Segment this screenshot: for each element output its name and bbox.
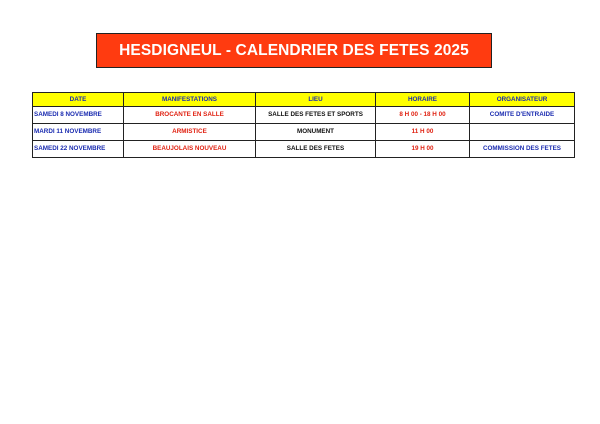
table-header-row xyxy=(33,93,575,107)
column-header-organizer: ORGANISATEUR xyxy=(470,93,575,107)
cell-time: 19 H 00 xyxy=(376,141,470,158)
events-table xyxy=(32,92,575,158)
column-header-place: LIEU xyxy=(256,93,376,107)
cell-date: SAMEDI 8 NOVEMBRE xyxy=(33,107,124,124)
cell-organizer: COMITE D'ENTRAIDE xyxy=(470,107,575,124)
column-header-events: MANIFESTATIONS xyxy=(124,93,256,107)
cell-date: MARDI 11 NOVEMBRE xyxy=(33,124,124,141)
column-header-date: DATE xyxy=(33,93,124,107)
cell-event: ARMISTICE xyxy=(124,124,256,141)
cell-place: SALLE DES FETES ET SPORTS xyxy=(256,107,376,124)
cell-time: 11 H 00 xyxy=(376,124,470,141)
cell-event: BROCANTE EN SALLE xyxy=(124,107,256,124)
cell-time: 8 H 00 - 18 H 00 xyxy=(376,107,470,124)
table-row xyxy=(33,141,575,158)
cell-place: SALLE DES FETES xyxy=(256,141,376,158)
table-row xyxy=(33,107,575,124)
title-banner xyxy=(96,33,492,68)
cell-organizer xyxy=(470,124,575,141)
cell-event: BEAUJOLAIS NOUVEAU xyxy=(124,141,256,158)
cell-place: MONUMENT xyxy=(256,124,376,141)
cell-date: SAMEDI 22 NOVEMBRE xyxy=(33,141,124,158)
column-header-time: HORAIRE xyxy=(376,93,470,107)
cell-organizer: COMMISSION DES FETES xyxy=(470,141,575,158)
page-title: HESDIGNEUL - CALENDRIER DES FETES 2025 xyxy=(119,41,469,59)
table-row xyxy=(33,124,575,141)
